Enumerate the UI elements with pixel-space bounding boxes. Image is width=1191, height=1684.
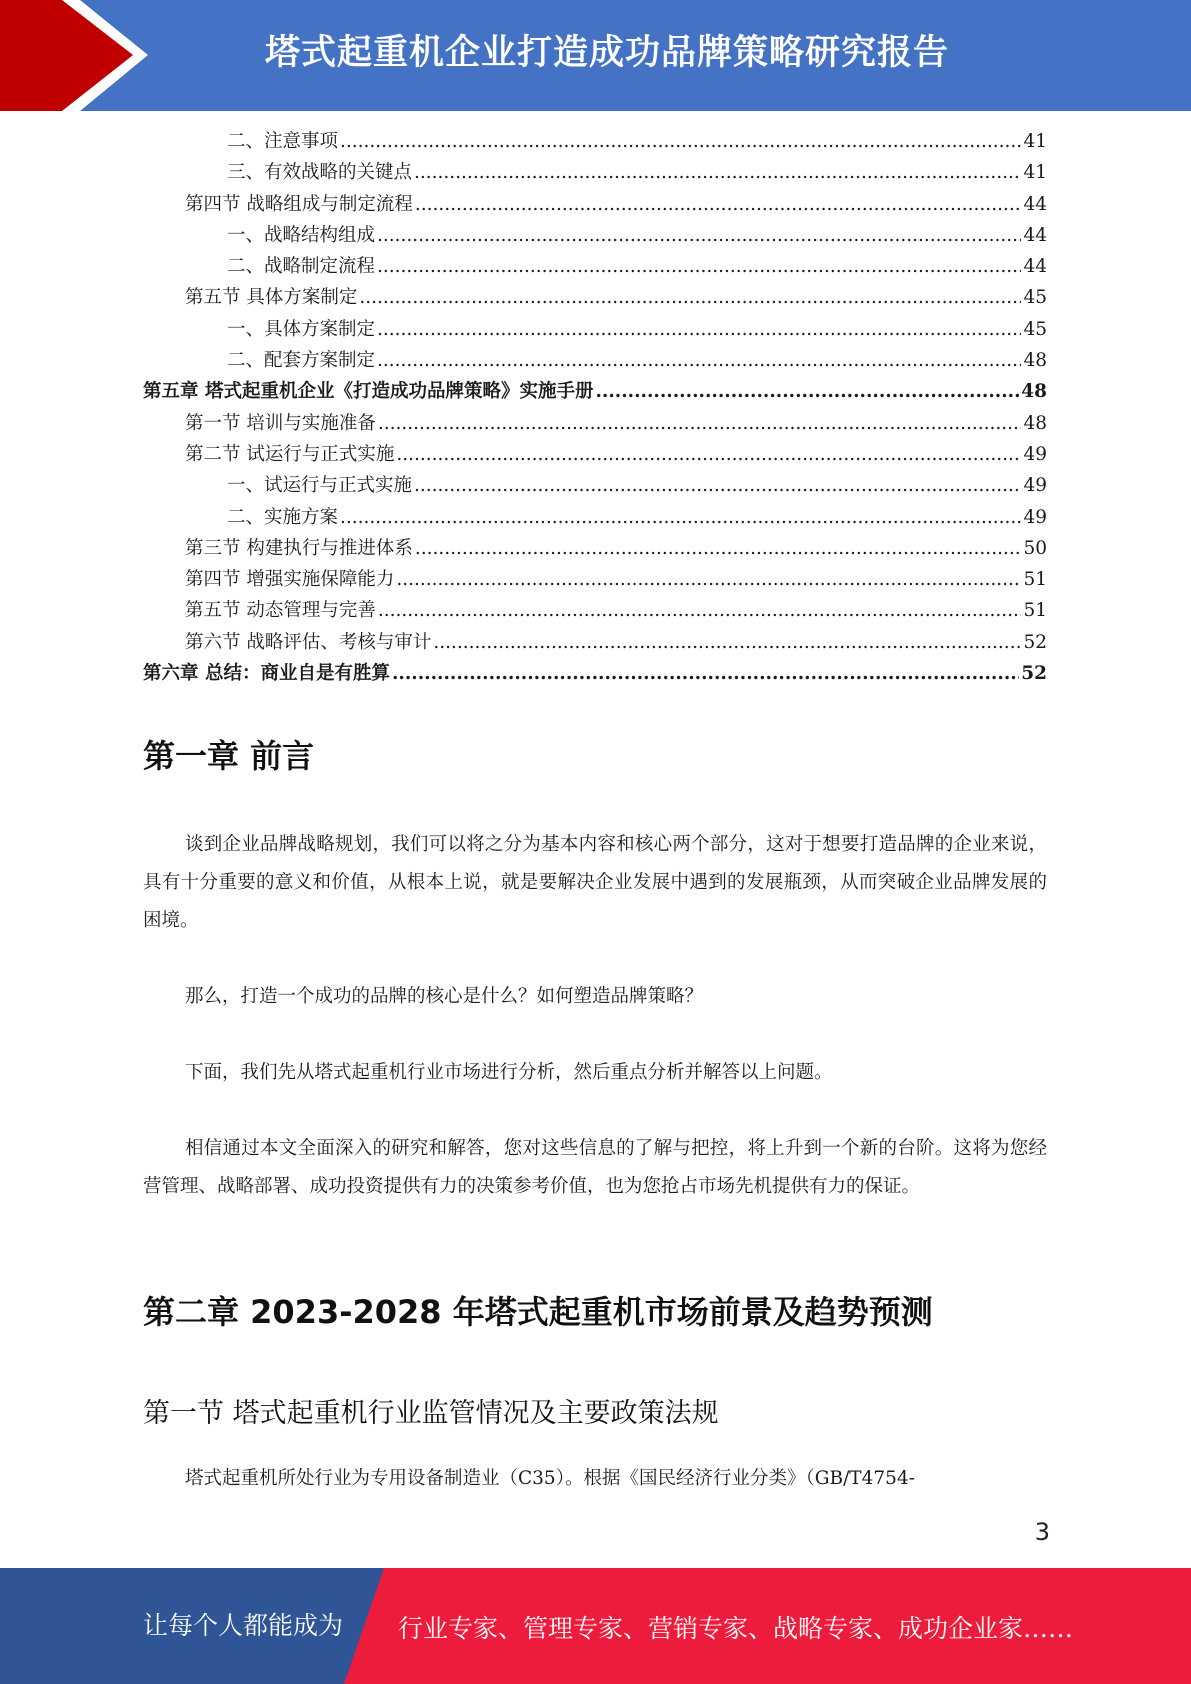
toc-entry[interactable] xyxy=(143,534,1047,565)
toc-entry-page: 52 xyxy=(1023,631,1047,653)
toc-entry[interactable] xyxy=(143,440,1047,471)
chapter1-heading: 第一章 前言 xyxy=(143,737,315,775)
toc-entry-title: 第六章 总结：商业自是有胜算 xyxy=(143,663,390,685)
toc-leader-dots xyxy=(340,507,1021,528)
toc-leader-dots xyxy=(414,162,1021,183)
toc-entry-title: 三、有效战略的关键点 xyxy=(227,162,413,184)
toc-leader-dots xyxy=(378,600,1022,621)
toc-entry-title: 第五节 动态管理与完善 xyxy=(185,600,376,622)
toc-entry-title: 第五节 具体方案制定 xyxy=(185,287,358,309)
toc-entry-page: 49 xyxy=(1023,475,1047,497)
chapter1-paragraph-2: 那么，打造一个成功的品牌的核心是什么？如何塑造品牌策略？ xyxy=(185,986,704,1007)
toc-leader-dots xyxy=(377,319,1021,340)
toc-leader-dots xyxy=(396,569,1021,590)
toc-entry-page: 45 xyxy=(1023,287,1047,309)
toc-entry[interactable] xyxy=(143,221,1047,252)
toc-entry[interactable] xyxy=(143,565,1047,596)
report-title: 塔式起重机企业打造成功品牌策略研究报告 xyxy=(265,33,950,73)
toc-entry-page: 52 xyxy=(1021,663,1047,685)
toc-entry[interactable] xyxy=(143,503,1047,534)
toc-leader-dots xyxy=(595,381,1019,402)
toc-leader-dots xyxy=(414,475,1021,496)
toc-entry[interactable] xyxy=(143,346,1047,377)
toc-entry[interactable] xyxy=(143,315,1047,346)
toc-entry[interactable] xyxy=(143,127,1047,158)
toc-entry-page: 44 xyxy=(1023,193,1047,215)
toc-leader-dots xyxy=(415,194,1022,215)
toc-entry[interactable] xyxy=(143,409,1047,440)
toc-entry-page: 44 xyxy=(1023,224,1047,246)
chapter2-section1-heading: 第一节 塔式起重机行业监管情况及主要政策法规 xyxy=(143,1398,719,1429)
toc-entry-page: 51 xyxy=(1023,569,1047,591)
footer-slogan-left: 让每个人都能成为 xyxy=(143,1611,344,1640)
toc-entry-page: 50 xyxy=(1023,537,1047,559)
chapter2-heading: 第二章 2023-2028 年塔式起重机市场前景及趋势预测 xyxy=(143,1293,933,1331)
toc-entry-title: 一、战略结构组成 xyxy=(227,224,376,246)
toc-entry-page: 44 xyxy=(1023,256,1047,278)
toc-entry-page: 48 xyxy=(1023,412,1047,434)
toc-leader-dots xyxy=(415,538,1022,559)
toc-entry-page: 51 xyxy=(1023,600,1047,622)
toc-entry-page: 45 xyxy=(1023,318,1047,340)
toc-entry[interactable] xyxy=(143,628,1047,659)
toc-entry-title: 第四节 战略组成与制定流程 xyxy=(185,193,413,215)
footer-slogan-right: 行业专家、管理专家、营销专家、战略专家、成功企业家…… xyxy=(398,1614,1074,1643)
toc-entry-page: 41 xyxy=(1023,131,1047,152)
toc-entry-page: 49 xyxy=(1023,443,1047,465)
toc-entry[interactable] xyxy=(143,283,1047,314)
toc-entry[interactable] xyxy=(143,596,1047,627)
toc-entry[interactable] xyxy=(143,190,1047,221)
toc-leader-dots xyxy=(340,131,1021,152)
page-footer xyxy=(0,1568,1191,1684)
toc-entry[interactable] xyxy=(143,252,1047,283)
toc-entry-title: 二、实施方案 xyxy=(227,506,339,528)
toc-leader-dots xyxy=(377,256,1021,277)
toc-entry-page: 41 xyxy=(1023,162,1047,184)
toc-entry-page: 48 xyxy=(1021,381,1047,403)
toc-leader-dots xyxy=(433,632,1021,653)
toc-entry-title: 第四节 增强实施保障能力 xyxy=(185,569,395,591)
chapter1-paragraph-1: 谈到企业品牌战略规划，我们可以将之分为基本内容和核心两个部分，这对于想要打造品牌的企业来说，具有十分重要的意义和价值，从根本上说，就是要解决企业发展中遇到的发展瓶颈，从而突破企业品牌发展的困境。 xyxy=(143,834,1047,931)
toc-entry-title: 第六节 战略评估、考核与审计 xyxy=(185,631,432,653)
chapter1-paragraph-3: 下面，我们先从塔式起重机行业市场进行分析，然后重点分析并解答以上问题。 xyxy=(185,1062,833,1083)
chapter1-paragraph-4: 相信通过本文全面深入的研究和解答，您对这些信息的了解与把控，将上升到一个新的台阶。这将为您经营管理、战略部署、成功投资提供有力的决策参考价值，也为您抢占市场先机提供有力的保证。 xyxy=(143,1138,1047,1197)
toc-entry-title: 二、配套方案制定 xyxy=(227,350,376,372)
toc-leader-dots xyxy=(377,225,1021,246)
toc-entry[interactable] xyxy=(143,158,1047,189)
chevron-arrow-icon xyxy=(0,0,160,111)
toc-entry-page: 48 xyxy=(1023,350,1047,372)
toc-entry-title: 二、注意事项 xyxy=(227,131,339,152)
page-number: 3 xyxy=(1034,1518,1050,1546)
toc-leader-dots xyxy=(396,444,1021,465)
toc-entry-title: 二、战略制定流程 xyxy=(227,256,376,278)
toc-leader-dots xyxy=(359,287,1021,308)
toc-entry-title: 第一节 培训与实施准备 xyxy=(185,412,376,434)
toc-entry-title: 第二节 试运行与正式实施 xyxy=(185,443,395,465)
toc-entry-title: 一、具体方案制定 xyxy=(227,318,376,340)
table-of-contents xyxy=(143,127,1047,690)
toc-leader-dots xyxy=(378,413,1022,434)
toc-entry-title: 第五章 塔式起重机企业《打造成功品牌策略》实施手册 xyxy=(143,381,594,403)
toc-entry-title: 第三节 构建执行与推进体系 xyxy=(185,537,413,559)
toc-entry-page: 49 xyxy=(1023,506,1047,528)
page-header xyxy=(0,0,1191,111)
toc-entry[interactable] xyxy=(143,659,1047,690)
chapter2-paragraph: 塔式起重机所处行业为专用设备制造业（C35）。根据《国民经济行业分类》（GB/T4754- xyxy=(185,1468,915,1489)
toc-entry-title: 一、试运行与正式实施 xyxy=(227,475,413,497)
toc-entry[interactable] xyxy=(143,471,1047,502)
toc-leader-dots xyxy=(392,663,1019,684)
toc-entry[interactable] xyxy=(143,377,1047,408)
toc-leader-dots xyxy=(377,350,1021,371)
